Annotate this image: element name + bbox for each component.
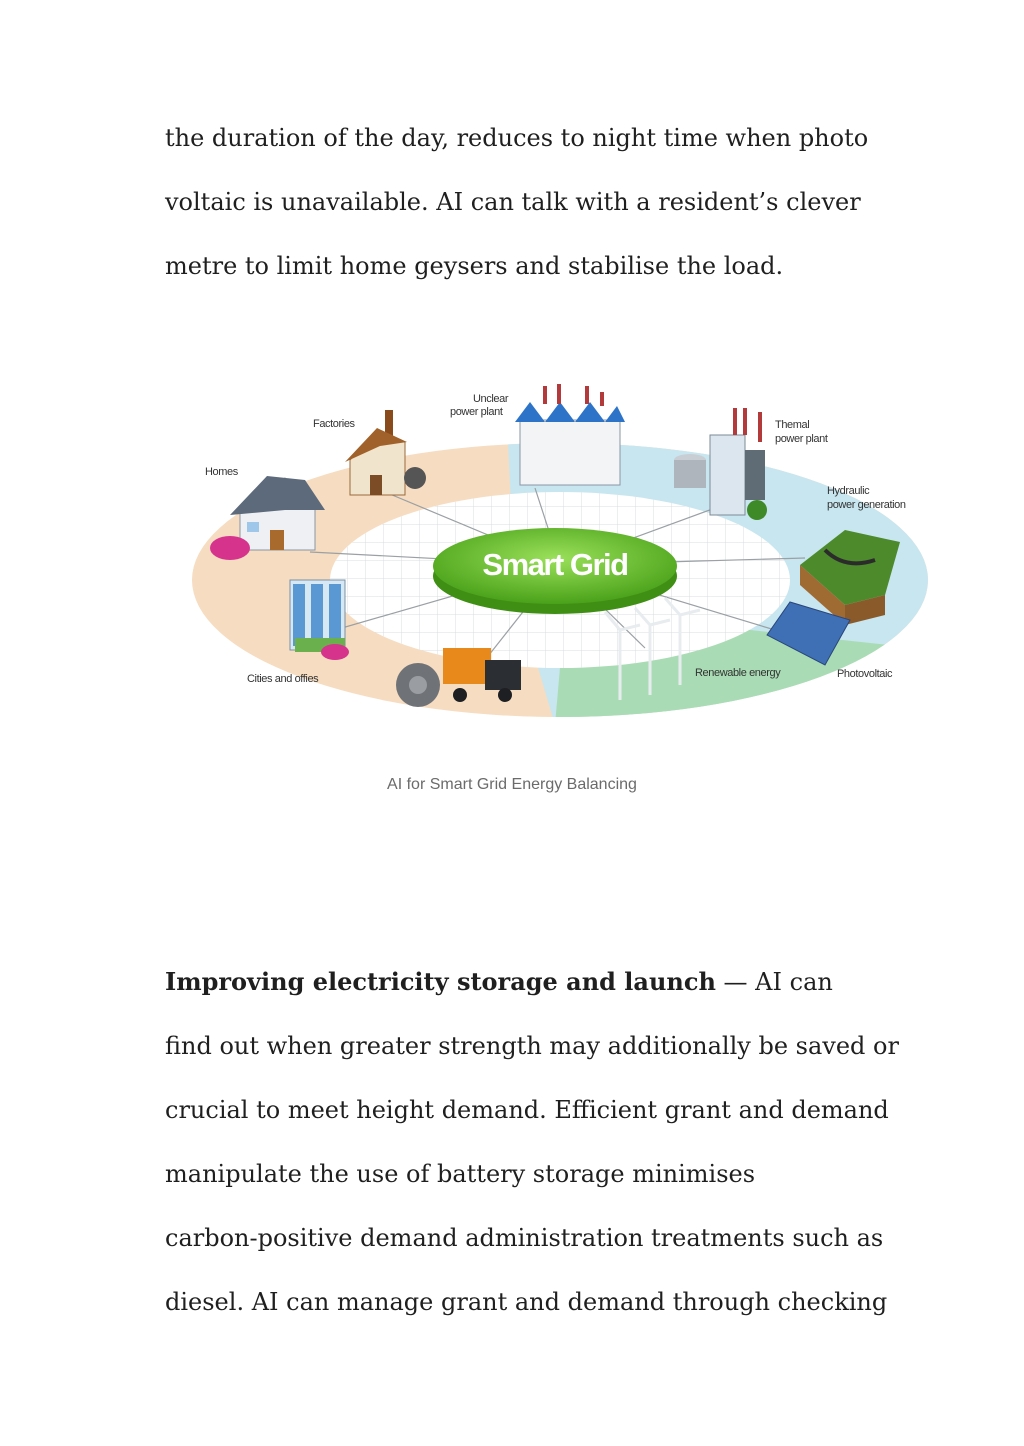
factories-icon	[345, 410, 426, 495]
label-nuclear-line2: power plant	[450, 406, 503, 418]
text-line: the duration of the day, reduces to night time when photo	[165, 124, 869, 152]
label-photovoltaic: Photovoltaic	[837, 668, 893, 680]
text-line: metre to limit home geysers and stabilise the load.	[165, 252, 784, 280]
smart-grid-figure	[185, 380, 935, 725]
label-thermal-line2: power plant	[775, 433, 828, 445]
label-homes: Homes	[205, 466, 238, 478]
label-thermal-line1: Themal	[775, 419, 810, 431]
homes-icon	[210, 476, 325, 560]
text-line-lead	[165, 962, 865, 1026]
figure-caption: AI for Smart Grid Energy Balancing	[387, 776, 637, 793]
text-line: manipulate the use of battery storage minimises	[165, 1160, 756, 1188]
text-line: diesel. AI can manage grant and demand through checking	[165, 1288, 888, 1316]
nuclear-plant-icon	[515, 384, 625, 485]
lead-rest: — AI can	[715, 968, 833, 996]
label-hydraulic-line1: Hydraulic	[827, 485, 870, 497]
label-cities: Cities and offies	[247, 673, 319, 685]
paragraph-bottom	[165, 962, 899, 1346]
label-renewable: Renewable energy	[695, 667, 781, 679]
text-line: carbon-positive demand administration treatments such as	[165, 1224, 884, 1252]
text-line: find out when greater strength may additionally be saved or	[165, 1032, 899, 1060]
label-hydraulic-line2: power generation	[827, 499, 906, 511]
lead-bold: Improving electricity storage and launch	[165, 967, 716, 996]
label-factories: Factories	[313, 418, 355, 430]
paragraph-top	[165, 118, 869, 310]
label-nuclear-line1: Unclear	[473, 393, 509, 405]
text-line: voltaic is unavailable. AI can talk with a resident’s clever	[165, 188, 861, 216]
text-line: crucial to meet height demand. Efficient grant and demand	[165, 1096, 889, 1124]
smart-grid-label: Smart Grid	[482, 547, 628, 582]
cities-offices-icon	[290, 580, 349, 660]
